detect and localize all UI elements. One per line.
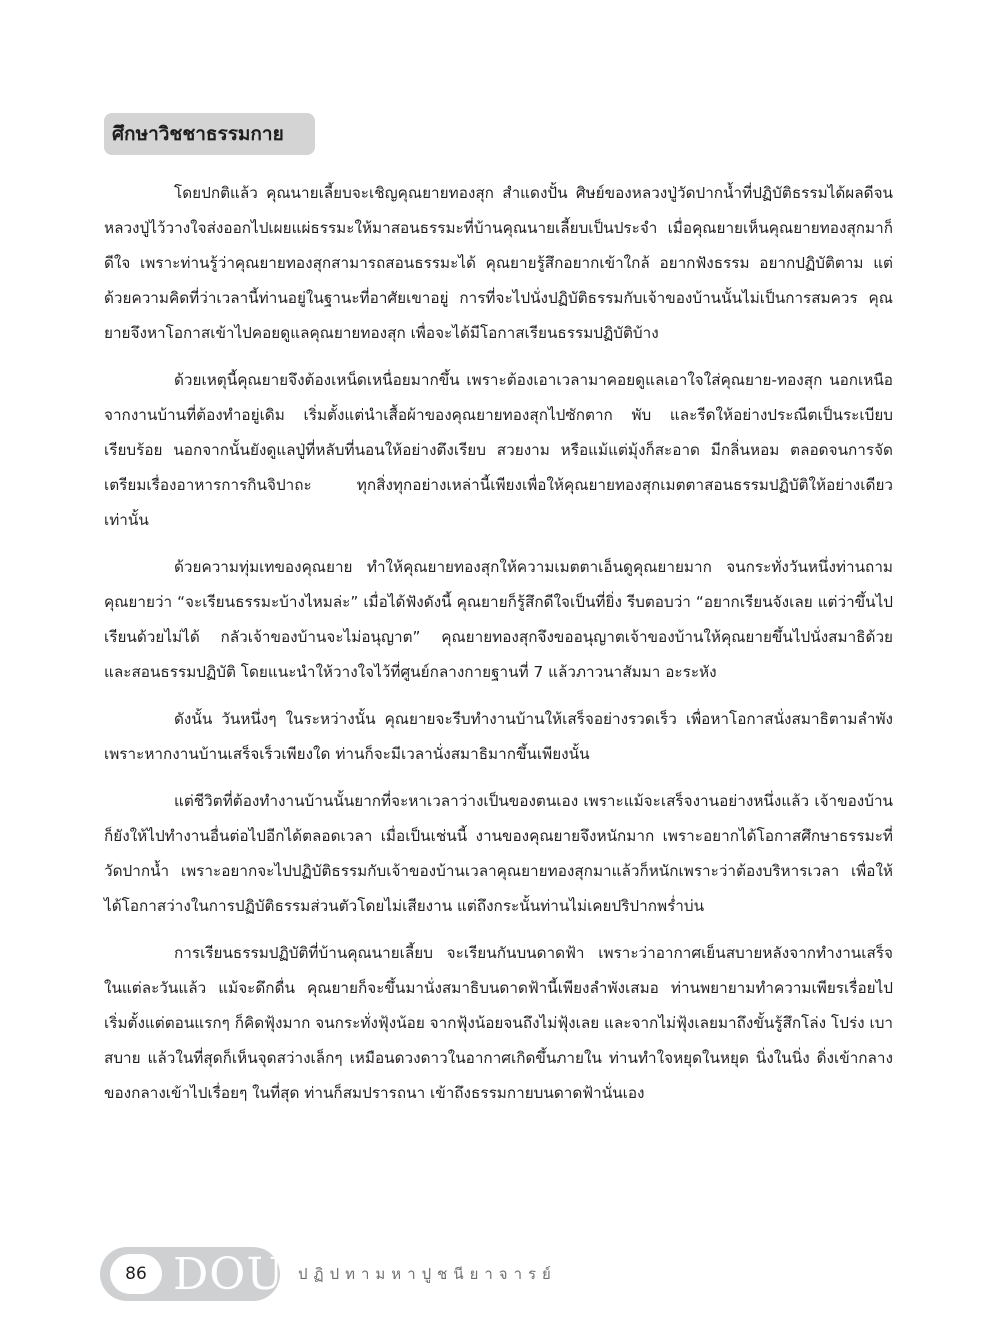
paragraph: ด้วยความทุ่มเทของคุณยาย ทำให้คุณยายทองสุกให้ความเมตตาเอ็นดูคุณยายมาก จนกระทั่งวันหนึ่งท่านถามคุณยายว่า “จะเรียนธรรมะบ้างไหมล่ะ” เมื่อได้ฟังดังนี้ คุณยายก็รู้สึกดีใจเป็นที่ยิ่ง รีบตอบว่า “อยากเรียนจังเลย แต่ว่าขึ้นไปเรียนด้วยไม่ได้ กลัวเจ้าของบ้านจะไม่อนุญาต” คุณยายทองสุกจึงขออนุญาตเจ้าของบ้านให้คุณยายขึ้นไปนั่งสมาธิด้วย และสอนธรรมปฏิบัติ โดยแนะนำให้วางใจไว้ที่ศูนย์กลางกายฐานที่ 7 แล้วภาวนาสัมมา อะระหัง (104, 558, 893, 681)
paragraph: โดยปกติแล้ว คุณนายเลี้ยบจะเชิญคุณยายทองสุก สำแดงปั้น ศิษย์ของหลวงปู่วัดปากน้ำที่ปฏิบัติธรรมได้ผลดีจนหลวงปู่ไว้วางใจส่งออกไปเผยแผ่ธรรมะให้มาสอนธรรมะที่บ้านคุณนายเลี้ยบเป็นประจำ เมื่อคุณยายเห็นคุณยายทองสุกมาก็ดีใจ เพราะท่านรู้ว่าคุณยายทองสุกสามารถสอนธรรมะได้ คุณยายรู้สึกอยากเข้าใกล้ อยากฟังธรรม อยากปฏิบัติตาม แต่ด้วยความคิดที่ว่าเวลานี้ท่านอยู่ในฐานะที่อาศัยเขาอยู่ การที่จะไปนั่งปฏิบัติธรรมกับเจ้าของบ้านนั้นไม่เป็นการสมควร คุณยายจึงหาโอกาสเข้าไปคอยดูแลคุณยายทองสุก เพื่อจะได้มีโอกาสเรียนธรรมปฏิบัติบ้าง (104, 184, 893, 342)
dou-logo: DOU (173, 1249, 285, 1300)
page-footer (100, 1247, 557, 1301)
paragraph: แต่ชีวิตที่ต้องทำงานบ้านนั้นยากที่จะหาเวลาว่างเป็นของตนเอง เพราะแม้จะเสร็จงานอย่างหนึ่งแล้ว เจ้าของบ้านก็ยังให้ไปทำงานอื่นต่อไปอีกได้ตลอดเวลา เมื่อเป็นเช่นนี้ งานของคุณยายจึงหนักมาก เพราะอยากได้โอกาสศึกษาธรรมะที่วัดปากน้ำ เพราะอยากจะไปปฏิบัติธรรมกับเจ้าของบ้านเวลาคุณยายทองสุกมาแล้วก็หนักเพราะว่าต้องบริหารเวลา เพื่อให้ได้โอกาสว่างในการปฏิบัติธรรมส่วนตัวโดยไม่เสียงาน แต่ถึงกระนั้นท่านไม่เคยปริปากพร่ำบ่น (104, 792, 893, 915)
paragraph: ดังนั้น วันหนึ่งๆ ในระหว่างนั้น คุณยายจะรีบทำงานบ้านให้เสร็จอย่างรวดเร็ว เพื่อหาโอกาสนั่งสมาธิตามลำพัง เพราะหากงานบ้านเสร็จเร็วเพียงใด ท่านก็จะมีเวลานั่งสมาธิมากขึ้นเพียงนั้น (104, 710, 893, 763)
section-heading: ศึกษาวิชชาธรรมกาย (104, 113, 315, 155)
book-title: ปฏิปทามหาปูชนียาจารย์ (298, 1265, 557, 1283)
footer-badge (100, 1247, 285, 1301)
paragraph: ด้วยเหตุนี้คุณยายจึงต้องเหน็ดเหนื่อยมากขึ้น เพราะต้องเอาเวลามาคอยดูแลเอาใจใส่คุณยาย-ทองสุก นอกเหนือจากงานบ้านที่ต้องทำอยู่เดิม เริ่มตั้งแต่นำเสื้อผ้าของคุณยายทองสุกไปซักตาก พับ และรีดให้อย่างประณีตเป็นระเบียบเรียบร้อย นอกจากนั้นยังดูแลปู่ที่หลับที่นอนให้อย่างตึงเรียบ สวยงาม หรือแม้แต่มุ้งก็สะอาด มีกลิ่นหอม ตลอดจนการจัดเตรียมเรื่องอาหารการกินจิปาถะ ทุกสิ่งทุกอย่างเหล่านี้เพียงเพื่อให้คุณยายทองสุกเมตตาสอนธรรมปฏิบัติให้อย่างเดียวเท่านั้น (104, 371, 893, 529)
page-number: 86 (110, 1254, 162, 1294)
body-text (104, 176, 893, 1123)
paragraph: การเรียนธรรมปฏิบัติที่บ้านคุณนายเลี้ยบ จะเรียนกันบนดาดฟ้า เพราะว่าอากาศเย็นสบายหลังจากทำงานเสร็จในแต่ละวันแล้ว แม้จะดึกดื่น คุณยายก็จะขึ้นมานั่งสมาธิบนดาดฟ้านี้เพียงลำพังเสมอ ท่านพยายามทำความเพียรเรื่อยไป เริ่มตั้งแต่ตอนแรกๆ ก็คิดฟุ้งมาก จนกระทั่งฟุ้งน้อย จากฟุ้งน้อยจนถึงไม่ฟุ้งเลย และจากไม่ฟุ้งเลยมาถึงขั้นรู้สึกโล่ง โปร่ง เบา สบาย แล้วในที่สุดก็เห็นจุดสว่างเล็กๆ เหมือนดวงดาวในอากาศเกิดขึ้นภายใน ท่านทำใจหยุดในหยุด นิ่งในนิ่ง ดิ่งเข้ากลางของกลางเข้าไปเรื่อยๆ ในที่สุด ท่านก็สมปรารถนา เข้าถึงธรรมกายบนดาดฟ้านั่นเอง (104, 944, 894, 1102)
